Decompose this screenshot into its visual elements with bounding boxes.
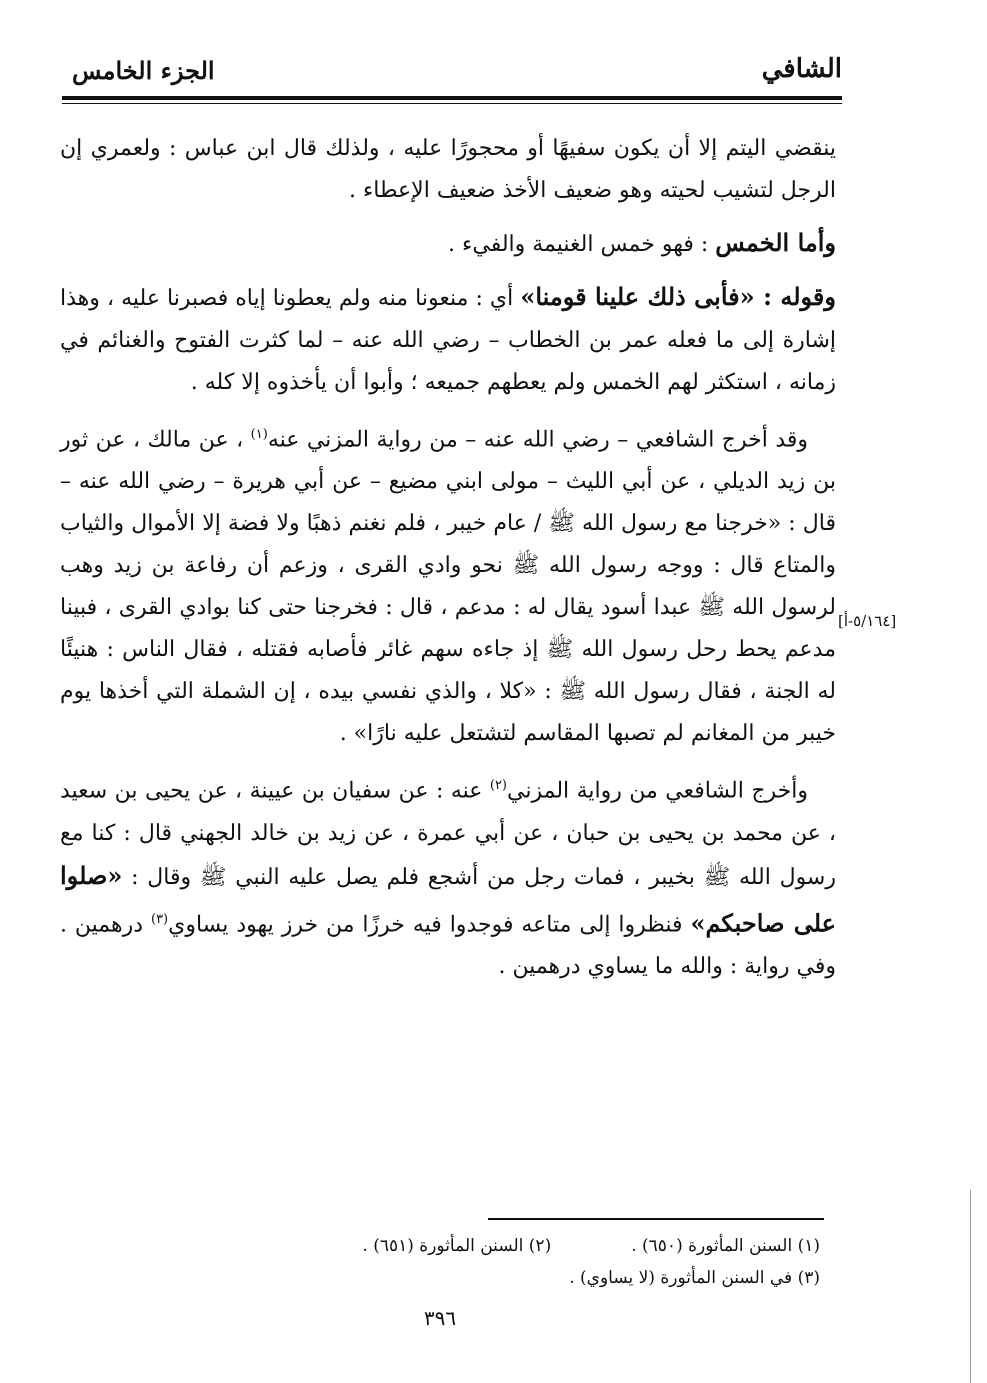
scan-edge-line (970, 1190, 971, 1383)
running-header (62, 50, 842, 98)
footnote-rule (488, 1218, 824, 1220)
header-rule-thick (62, 96, 842, 100)
paragraph-2-lead: وأما الخمس (715, 228, 836, 257)
paragraph-3-text: أي : منعونا منه ولم يعطونا إياه فصبرنا عليه ، وهذا إشارة إلى ما فعله عمر بن الخطاب – رضي الله عنه – لما كثرت الفتوح والغنائم في زمانه ، استكثر لهم الخمس ولم يعطهم جميعه ؛ وأبوا أن يأخذوه إلا كله . (60, 286, 836, 395)
paragraph-3 (60, 276, 836, 404)
paragraph-4 (60, 414, 836, 755)
footnote-ref-3: (٣) (150, 911, 169, 927)
footnotes (220, 1230, 820, 1294)
paragraph-5-text-a: وأخرج الشافعي من رواية المزني (507, 778, 808, 804)
book-title: الشافي (761, 54, 842, 84)
main-text (60, 128, 836, 998)
paragraph-3-lead: وقوله : «فأبى ذلك علينا قومنا» (520, 282, 836, 311)
volume-label: الجزء الخامس (72, 56, 215, 85)
footnote-1: (١) السنن المأثورة (٦٥٠) . (631, 1236, 820, 1256)
paragraph-5-quote: «صلوا على صاحبكم» (60, 860, 837, 937)
paragraph-5-text-c: فنظروا إلى متاعه فوجدوا فيه خرزًا من خرز يهود يساوي (168, 911, 683, 937)
header-rule-thin (62, 103, 842, 104)
paragraph-5-text-b: عنه : عن سفيان بن عيينة ، عن يحيى بن سعيد ، عن محمد بن يحيى بن حبان ، عن أبي عمرة ، عن زيد بن خالد الجهني قال : كنا مع رسول الله ﷺ بخيبر ، فمات رجل من أشجع فلم يصل عليه النبي ﷺ وقال : (60, 778, 836, 890)
paragraph-2-text: : فهو خمس الغنيمة والفيء . (448, 232, 709, 257)
footnote-ref-2: (٢) (489, 778, 507, 794)
page-number: ٣٩٦ (423, 1306, 457, 1330)
paragraph-4-text-a: وقد أخرج الشافعي – رضي الله عنه – من رواية المزني عنه (267, 427, 809, 453)
paragraph-4-text-b: ، عن مالك ، عن ثور بن زيد الديلي ، عن أبي الليث – مولى ابني مضيع – عن أبي هريرة – رضي الله عنه – قال : «خرجنا مع رسول الله ﷺ / عام خيبر ، فلم نغنم ذهبًا ولا فضة إلا الأموال والثياب والمتاع قال : ووجه رسول الله ﷺ نحو وادي القرى ، وزعم أن رفاعة بن زيد وهب لرسول الله ﷺ عبدا أسود يقال له : مدعم ، قال : فخرجنا حتى كنا بوادي القرى ، فبينا مدعم يحط رحل رسول الله ﷺ إذ جاءه سهم غائر فأصابه فقتله ، فقال الناس : هنيئًا له الجنة ، فقال رسول الله ﷺ : «كلا ، والذي نفسي بيده ، إن الشملة التي أخذها يوم خيبر من المغانم لم تصبها المقاسم لتشتعل عليه نارًا» . (60, 427, 836, 747)
footnote-2: (٢) السنن المأثورة (٦٥١) . (362, 1236, 552, 1256)
paragraph-1 (60, 128, 836, 212)
paragraph-1-text: ينقضي اليتم إلا أن يكون سفيهًا أو محجورًا عليه ، ولذلك قال ابن عباس : ولعمري إن الرجل لتشيب لحيته وهو ضعيف الأخذ ضعيف الإعطاء . (60, 136, 836, 203)
footnote-row (220, 1230, 820, 1262)
footnote-ref-1: (١) (250, 427, 268, 442)
paragraph-5 (60, 765, 836, 988)
paragraph-2 (60, 222, 836, 266)
footnote-3: (٣) في السنن المأثورة (لا يساوي) . (569, 1268, 820, 1288)
manuscript-folio-note: [٥/١٦٤-أ] (838, 612, 897, 630)
paragraph-5-text-d: درهمين . وفي رواية : والله ما يساوي درهمين . (60, 911, 836, 979)
